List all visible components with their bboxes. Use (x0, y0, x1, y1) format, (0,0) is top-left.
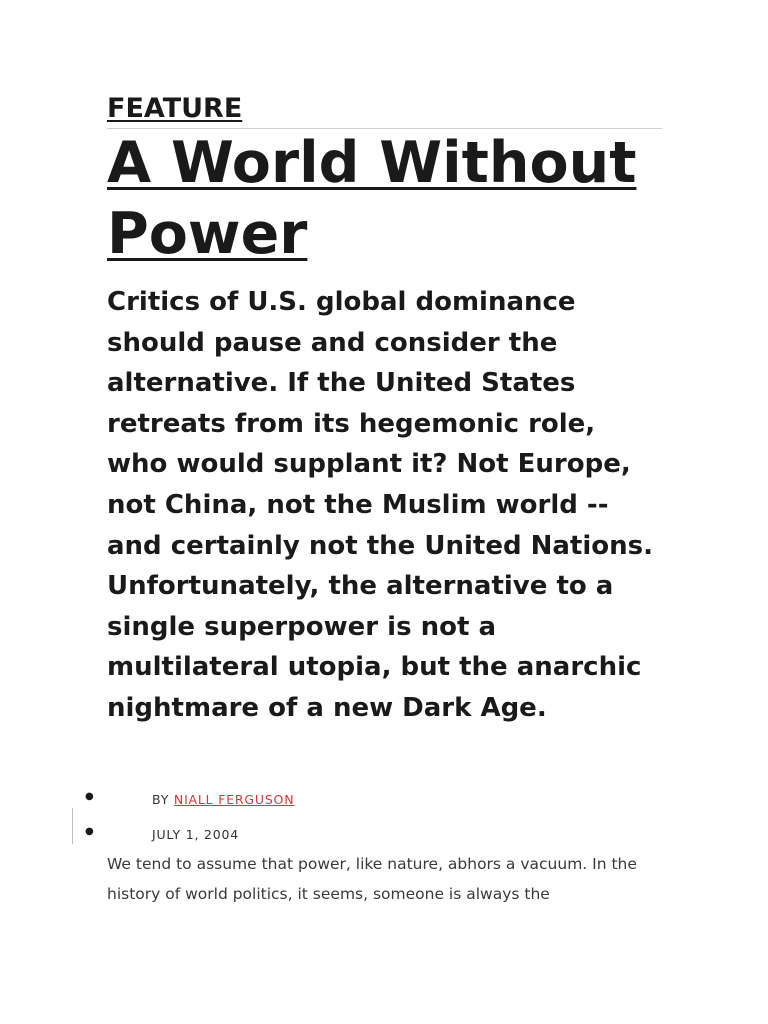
article-dek: Critics of U.S. global dominance should pause and consider the alternative. If the United States retreats from its hegemonic role, who would supplant it? Not Europe, not China, not the Muslim world -- and certainly not the United Nations. Unfortunately, the alternative to a single superpower is not a multilateral utopia, but the anarchic nightmare of a new Dark Age. (107, 287, 653, 723)
article-title[interactable]: A World Without Power (107, 130, 637, 267)
publish-date: JULY 1, 2004 (152, 827, 240, 842)
byline (152, 792, 294, 807)
article-meta (0, 783, 768, 853)
byline-item (0, 783, 768, 818)
article-header (107, 92, 662, 729)
bullet-icon: ● (85, 791, 95, 802)
author-link[interactable]: NIALL FERGUSON (173, 792, 295, 807)
byline-prefix: BY (152, 792, 170, 807)
section-link[interactable]: FEATURE (107, 93, 243, 124)
date-item (0, 818, 768, 853)
bullet-icon: ● (85, 826, 95, 837)
article-body: We tend to assume that power, like nature, abhors a vacuum. In the history of world politics, it seems, someone is always the (107, 855, 637, 903)
